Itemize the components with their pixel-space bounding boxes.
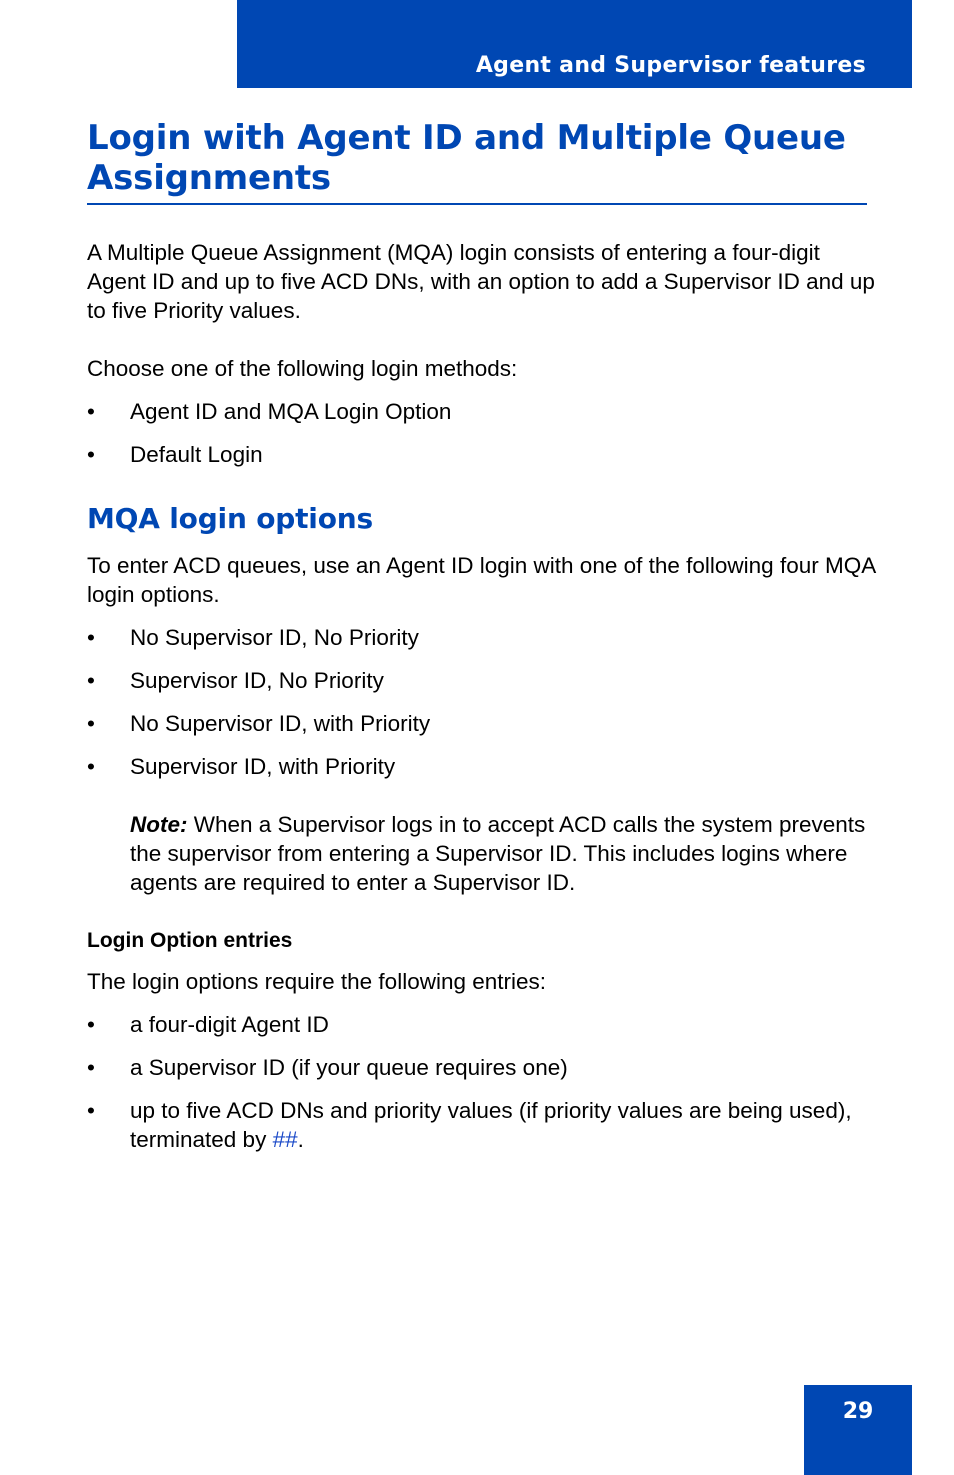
list-item <box>87 1010 877 1039</box>
note-text: When a Supervisor logs in to accept ACD calls the system prevents the supervisor from entering a Supervisor ID. This includes logins where agents are required to enter a Supervisor ID. <box>130 812 866 895</box>
list-item-text: up to five ACD DNs and priority values (if priority values are being used), terminated by <box>130 1098 852 1152</box>
page-number: 29 <box>842 1399 874 1424</box>
section-heading: MQA login options <box>87 502 373 535</box>
page-title: Login with Agent ID and Multiple Queue Assignments <box>87 118 846 198</box>
list-item-text: No Supervisor ID, with Priority <box>130 711 431 736</box>
list-item <box>87 752 877 781</box>
terminator-code: ## <box>272 1127 298 1152</box>
intro-paragraph: A Multiple Queue Assignment (MQA) login consists of entering a four-digit Agent ID and up to five ACD DNs, with an option to add a Supervisor ID and up to five Priority values. <box>87 240 875 323</box>
mqa-intro-paragraph: To enter ACD queues, use an Agent ID login with one of the following four MQA login options. <box>87 553 875 607</box>
bullet: • <box>87 1055 95 1080</box>
list-item <box>87 709 877 738</box>
list-item-text: No Supervisor ID, No Priority <box>130 625 419 650</box>
page-content <box>87 238 877 1154</box>
login-methods-list <box>87 397 877 469</box>
list-item <box>87 666 877 695</box>
list-item-text: a four-digit Agent ID <box>130 1012 329 1037</box>
note-paragraph <box>87 810 877 897</box>
list-item-end: . <box>297 1127 304 1152</box>
mqa-options-list <box>87 623 877 781</box>
sub-heading: Login Option entries <box>87 929 293 952</box>
title-rule <box>87 203 867 205</box>
entries-intro-paragraph: The login options require the following entries: <box>87 969 547 994</box>
list-item-text: Agent ID and MQA Login Option <box>130 399 452 424</box>
running-header: Agent and Supervisor features <box>475 53 866 78</box>
choose-methods-text: Choose one of the following login methods: <box>87 356 518 381</box>
list-item <box>87 440 877 469</box>
bullet: • <box>87 668 95 693</box>
list-item <box>87 397 877 426</box>
list-item-text: Supervisor ID, No Priority <box>130 668 384 693</box>
bullet: • <box>87 625 95 650</box>
bullet: • <box>87 1012 95 1037</box>
list-item-text: Default Login <box>130 442 263 467</box>
list-item <box>87 1096 877 1154</box>
header-band <box>237 0 912 88</box>
page-number-box <box>804 1385 912 1475</box>
note-label: Note: <box>130 812 188 837</box>
bullet: • <box>87 711 95 736</box>
list-item-text: Supervisor ID, with Priority <box>130 754 396 779</box>
list-item-text: a Supervisor ID (if your queue requires one) <box>130 1055 568 1080</box>
bullet: • <box>87 1098 95 1123</box>
bullet: • <box>87 754 95 779</box>
bullet: • <box>87 442 95 467</box>
list-item <box>87 623 877 652</box>
entries-list <box>87 1010 877 1154</box>
bullet: • <box>87 399 95 424</box>
list-item <box>87 1053 877 1082</box>
